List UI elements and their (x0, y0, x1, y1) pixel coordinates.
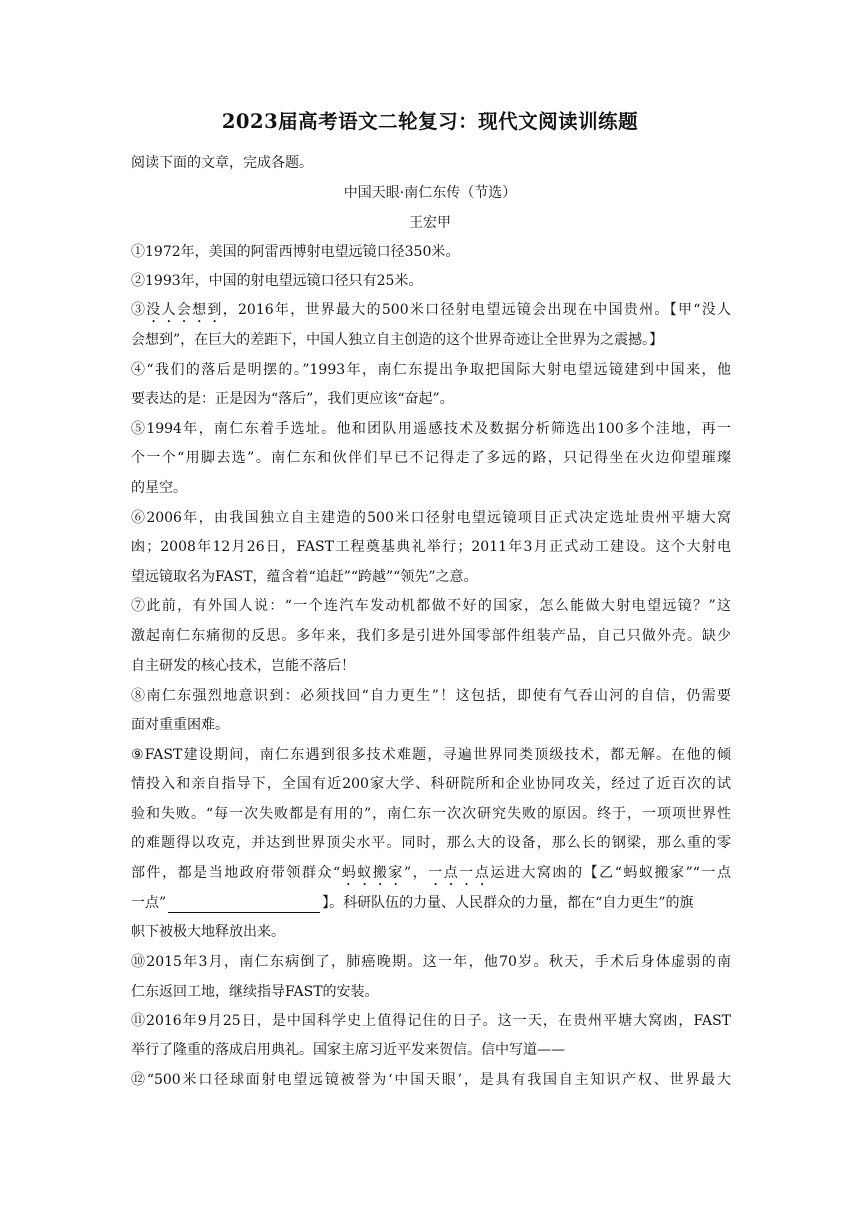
paragraph-10-line-1: ⑩2015年3月，南仁东病倒了，肺癌晚期。这一年，他70岁。秋天，手术后身体虚弱的南 (131, 954, 731, 970)
paragraph-12-line-1: ⑫“500米口径球面射电望远镜被誉为‘中国天眼’，是具有我国自主知识产权、世界最大 (131, 1072, 731, 1088)
paragraph-6-line-2: 凼；2008年12月26日，FAST工程奠基典礼举行；2011年3月正式动工建设。这个大射电 (131, 539, 731, 555)
paragraph-6-line-3: 望远镜取名为FAST，蕴含着“追赶”“跨越”“领先”之意。 (131, 569, 478, 585)
text-span: ③ (131, 302, 147, 318)
text-span: 运进大窝凼的【乙“蚂蚁搬家”“一点 (490, 865, 731, 881)
paragraph-7-line-1: ⑦此前，有外国人说：“一个连汽车发动机都做不好的国家，怎么能做大射电望远镜？”这 (131, 598, 731, 614)
paragraph-6-line-1: ⑥2006年，由我国独立自主建造的500米口径射电望远镜项目正式决定选址贵州平塘大窝 (131, 510, 731, 526)
page-title: 2023届高考语文二轮复习：现代文阅读训练题 (221, 110, 639, 133)
paragraph-9-line-4: 的难题得以攻克，并达到世界顶尖水平。同时，那么大的设备，那么长的钢梁，那么重的零 (131, 835, 731, 851)
instruction: 阅读下面的文章，完成各题。 (131, 155, 313, 171)
emphasized-phrase: 一点一点 (428, 865, 491, 881)
paragraph-5-line-2: 个一个“用脚去选”。南仁东和伙伴们早已不记得走了多远的路，只记得坐在火边仰望璀璨 (131, 450, 731, 466)
paragraph-11-line-2: 举行了隆重的落成启用典礼。国家主席习近平发来贺信。信中写道—— (131, 1042, 565, 1058)
paragraph-11-line-1: ⑪2016年9月25日，是中国科学史上值得记住的日子。这一天，在贵州平塘大窝凼，FAST (131, 1013, 731, 1029)
paragraph-8-line-1: ⑧南仁东强烈地意识到：必须找回“自力更生”！这包括，即使有气吞山河的自信，仍需要 (131, 688, 731, 704)
emphasized-phrase: 没人会想到 (146, 302, 223, 318)
paragraph-7-line-3: 自主研发的核心技术，岂能不落后！ (131, 658, 355, 674)
text-span: 一点” (131, 895, 167, 911)
paragraph-5-line-1: ⑤1994年，南仁东着手选址。他和团队用遥感技术及数据分析筛选出100多个洼地，再一 (131, 421, 731, 437)
paragraph-8-line-2: 面对重重困难。 (131, 717, 229, 733)
paragraph-9-line-5 (131, 863, 731, 889)
article-title: 中国天眼·南仁东传（节选） (343, 185, 517, 201)
paragraph-1: ①1972年，美国的阿雷西博射电望远镜口径350米。 (131, 244, 460, 260)
author: 王宏甲 (409, 215, 451, 231)
paragraph-10-line-2: 仁东返回工地，继续指导FAST的安装。 (131, 984, 379, 1000)
text-span: 】。科研队伍的力量、人民群众的力量，都在“自力更生”的旗 (322, 895, 694, 911)
paragraph-4-line-1: ④“我们的落后是明摆的。”1993年，南仁东提出争取把国际大射电望远镜建到中国来，他 (131, 362, 731, 378)
paragraph-5-line-3: 的星空。 (131, 480, 187, 496)
emphasized-phrase: 蚂蚁搬家 (340, 865, 404, 881)
text-span: ，2016年，世界最大的500米口径射电望远镜会出现在中国贵州。【甲“没人 (222, 302, 732, 318)
paragraph-3-line-2: 会想到”，在巨大的差距下，中国人独立自主创造的这个世界奇迹让全世界为之震撼。】 (131, 332, 664, 348)
paragraph-4-line-2: 要表达的是：正是因为“落后”，我们更应该“奋起”。 (131, 391, 454, 407)
paragraph-9-line-3: 验和失败。“每一次失败都是有用的”，南仁东一次次研究失败的原因。终于，一项项世界性 (131, 806, 731, 822)
paragraph-7-line-2: 激起南仁东痛彻的反思。多年来，我们多是引进外国零部件组装产品，自己只做外壳。缺少 (131, 628, 731, 644)
paragraph-3-line-1 (131, 300, 731, 326)
answer-blank[interactable] (168, 897, 320, 913)
text-span: ”， (403, 865, 429, 881)
text-span: 部件，都是当地政府带领群众“ (131, 865, 341, 881)
paragraph-9-line-1: ⑨FAST建设期间，南仁东遇到很多技术难题，寻遍世界同类顶级技术，都无解。在他的倾 (131, 747, 731, 763)
paragraph-9-line-2: 情投入和亲自指导下，全国有近200家大学、科研院所和企业协同攻关，经过了近百次的试 (131, 776, 731, 792)
paragraph-9-line-7: 帜下被极大地释放出来。 (131, 924, 285, 940)
paragraph-9-line-6 (131, 893, 731, 913)
paragraph-2: ②1993年，中国的射电望远镜口径只有25米。 (131, 273, 423, 289)
